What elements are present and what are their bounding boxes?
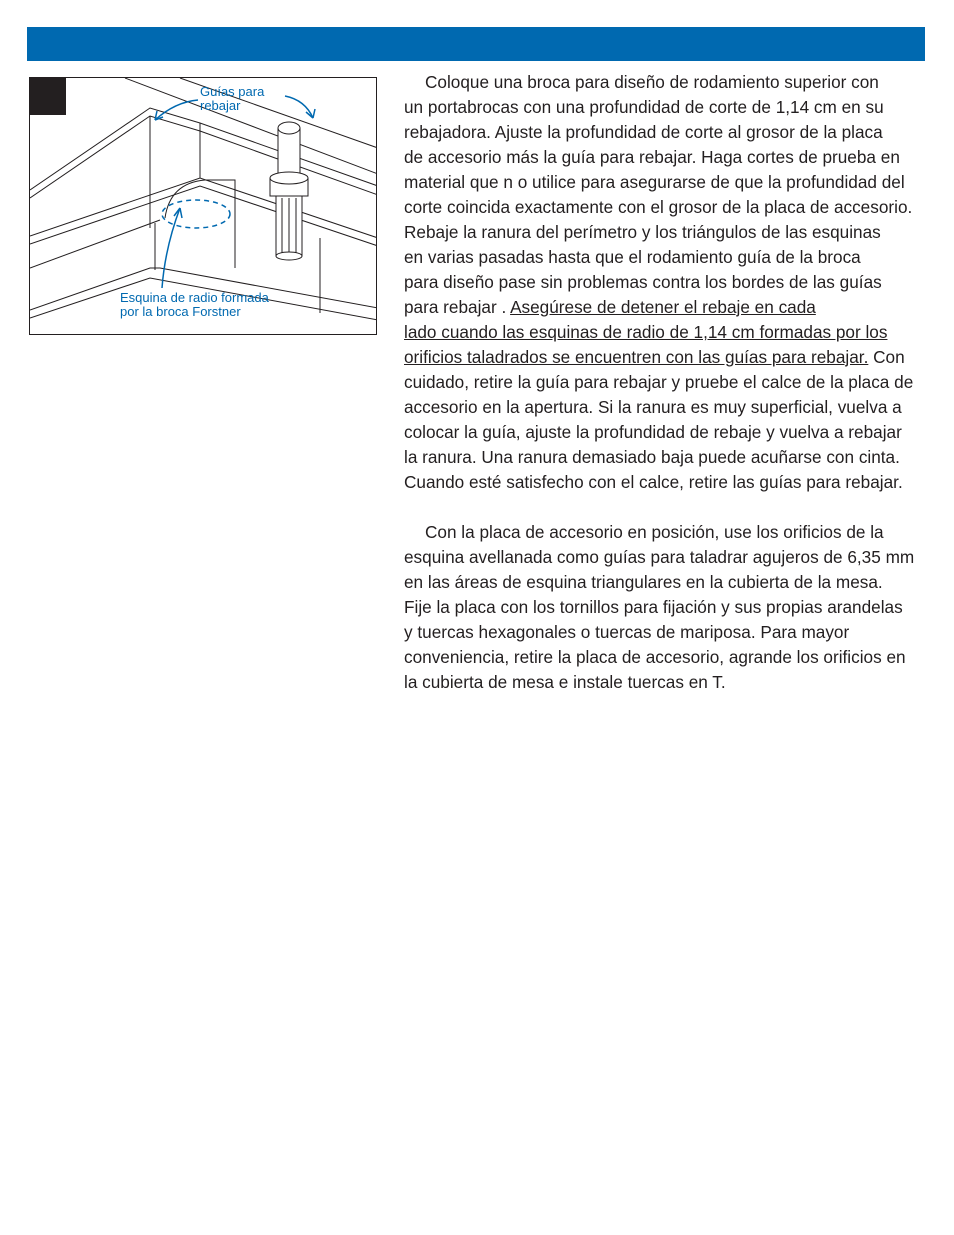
paragraph-1-end: Con cuidado, retire la guía para rebajar y pruebe el calce de la placa de accesorio en la apertura. Si la ranura es muy superficial, vuelva a colocar la guía, ajuste la profundidad de rebaje y vuelva a rebajar la ranura. Una ranura demasiado baja puede acuñarse con cinta. Cuando esté satisfecho con el calce, retire las guías para rebajar. xyxy=(404,347,914,492)
paragraph-1-start: Coloque una broca para diseño de rodamiento superior con un portabrocas con una profundidad de corte de 1,14 cm en su rebajadora. Ajuste la profundidad de corte al grosor de la placa de accesorio más la guía para rebajar. Haga cortes de prueba en material que n o utilice para asegurarse de que la profundidad del corte coincida exactamente con el grosor de la placa de accesorio. Rebaje la ranura del perímetro y los triángulos de las esquinas en varias pasadas hasta que el rodamiento guía de la broca para diseño pase sin problemas contra los bordes de las guías para rebajar . xyxy=(404,72,913,317)
step-number-box xyxy=(30,78,66,115)
instructions-text xyxy=(404,70,944,695)
callout-routing-guides: Guías para rebajar xyxy=(200,84,265,113)
paragraph-1 xyxy=(404,70,944,495)
router-illustration xyxy=(29,77,377,335)
callout-forstner-corner: Esquina de radio formada por la broca Forstner xyxy=(120,290,269,319)
paragraph-2 xyxy=(404,520,944,695)
paragraph-2-text: Con la placa de accesorio en posición, use los orificios de la esquina avellanada como guías para taladrar agujeros de 6,35 mm en las áreas de esquina triangulares en la cubierta de la mesa. Fije la placa con los tornillos para fijación y sus propias arandelas y tuercas hexagonales o tuercas de mariposa. Para mayor conveniencia, retire la placa de accesorio, agrande los orificios en la cubierta de mesa e instale tuercas en T. xyxy=(404,522,915,692)
header-bar xyxy=(27,27,925,61)
paragraph-1-warning: Asegúrese de detener el rebaje en cada lado cuando las esquinas de radio de 1,14 cm formadas por los orificios taladrados se encuentren con las guías para rebajar. xyxy=(404,297,888,367)
